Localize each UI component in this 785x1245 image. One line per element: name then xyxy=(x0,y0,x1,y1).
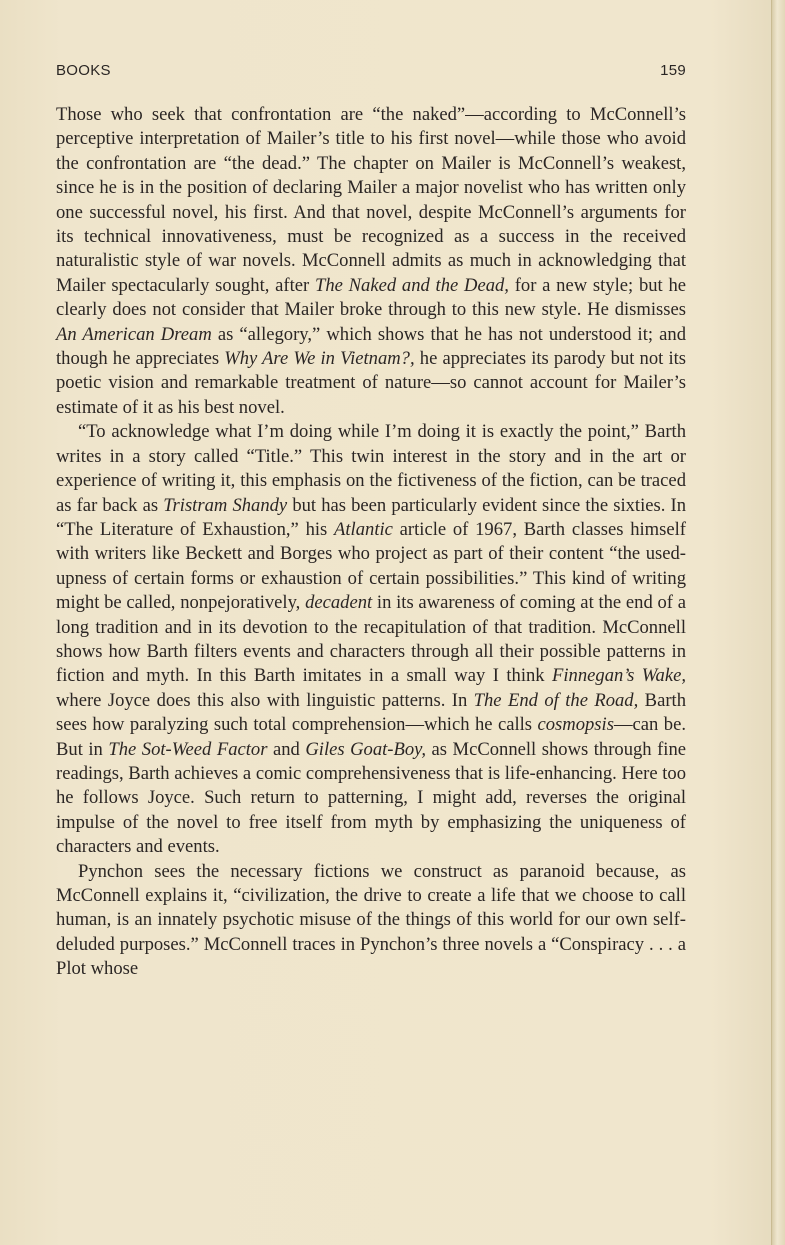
italic-title: Tristram Shandy xyxy=(163,494,288,516)
paragraph xyxy=(56,860,686,982)
text-run: —can be. But in xyxy=(56,714,686,760)
page-number: 159 xyxy=(660,62,686,79)
paragraph xyxy=(56,420,686,859)
text-run: he appreciates its parody but not its poetic vision and remarkable treatment of nature—so cannot account for Mailer’s estimate of it as his best novel. xyxy=(56,348,687,418)
text-run: Those who seek that confrontation are “the naked”—according to McConnell’s perceptive interpretation of Mailer’s title to his first novel—while those who avoid the confrontation are “the dead.” The chapter on Mailer is McConnell’s weakest, since he is in the position of declaring Mailer a major novelist who has written only one successful novel, his first. And that novel, despite McConnell’s arguments for its technical innovativeness, must be recognized as a success in the received naturalistic style of war novels. McConnell admits as much in acknowledging that Mailer spectacularly sought, after xyxy=(56,104,686,296)
italic-title: The Naked and the Dead, xyxy=(314,274,509,296)
page-edge xyxy=(771,0,785,1245)
text-run: where Joyce does this also with linguistic patterns. In xyxy=(56,689,474,711)
text-run: for a new style; but he clearly does not consider that Mailer broke through to this new style. He dismisses xyxy=(56,274,687,321)
italic-title: cosmopsis xyxy=(537,714,614,736)
text-run: article of 1967, Barth classes himself with writers like Beckett and Borges who project as part of their content “the used-upness of certain forms or exhaustion of certain possibilities.” This kind of writing might be called, nonpejoratively, xyxy=(56,518,686,614)
text-run: Pynchon sees the necessary fictions we construct as paranoid because, as McConnell explains it, “civilization, the drive to create a life that we choose to call human, is an innately psychotic misuse of the things of this world for our own self-deluded purposes.” McConnell traces in Pynchon’s three novels a “Conspiracy . . . a Plot whose xyxy=(56,860,686,980)
text-run: “To acknowledge what I’m doing while I’m doing it is exactly the point,” Barth writes in a story called “Title.” This twin interest in the story and in the art or experience of writing it, this emphasis on the fictiveness of the fiction, can be traced as far back as xyxy=(56,421,686,516)
text-run: as McConnell shows through fine readings, Barth achieves a comic comprehensiveness that is life-enhancing. Here too he follows Joyce. Such return to patterning, I might add, reverses the original impulse of the novel to free itself from myth by emphasizing the uniqueness of characters and events. xyxy=(56,738,687,858)
italic-title: Giles Goat-Boy, xyxy=(305,738,427,760)
paragraph xyxy=(56,103,686,420)
text-run: Barth sees how paralyzing such total comprehension—which he calls xyxy=(56,689,686,736)
italic-title: An American Dream xyxy=(56,323,212,345)
body-text xyxy=(56,103,686,982)
italic-title: The Sot-Weed Factor xyxy=(108,738,268,760)
italic-title: The End of the Road, xyxy=(473,689,639,711)
italic-title: Finnegan’s Wake, xyxy=(552,665,687,687)
text-run: and xyxy=(267,738,306,760)
section-title: BOOKS xyxy=(56,62,111,79)
text-run: but has been particularly evident since the sixties. In “The Literature of Exhaustion,” his xyxy=(56,494,686,540)
text-run: in its awareness of coming at the end of a long tradition and in its devotion to the recapitulation of that tradition. McConnell shows how Barth filters events and characters through all their possible patterns in fiction and myth. In this Barth imitates in a small way I think xyxy=(56,592,686,687)
italic-title: decadent xyxy=(305,592,373,614)
text-run: as “allegory,” which shows that he has not understood it; and though he appreciates xyxy=(56,323,686,370)
italic-title: Atlantic xyxy=(334,518,393,540)
italic-title: Why Are We in Vietnam?, xyxy=(224,348,415,370)
